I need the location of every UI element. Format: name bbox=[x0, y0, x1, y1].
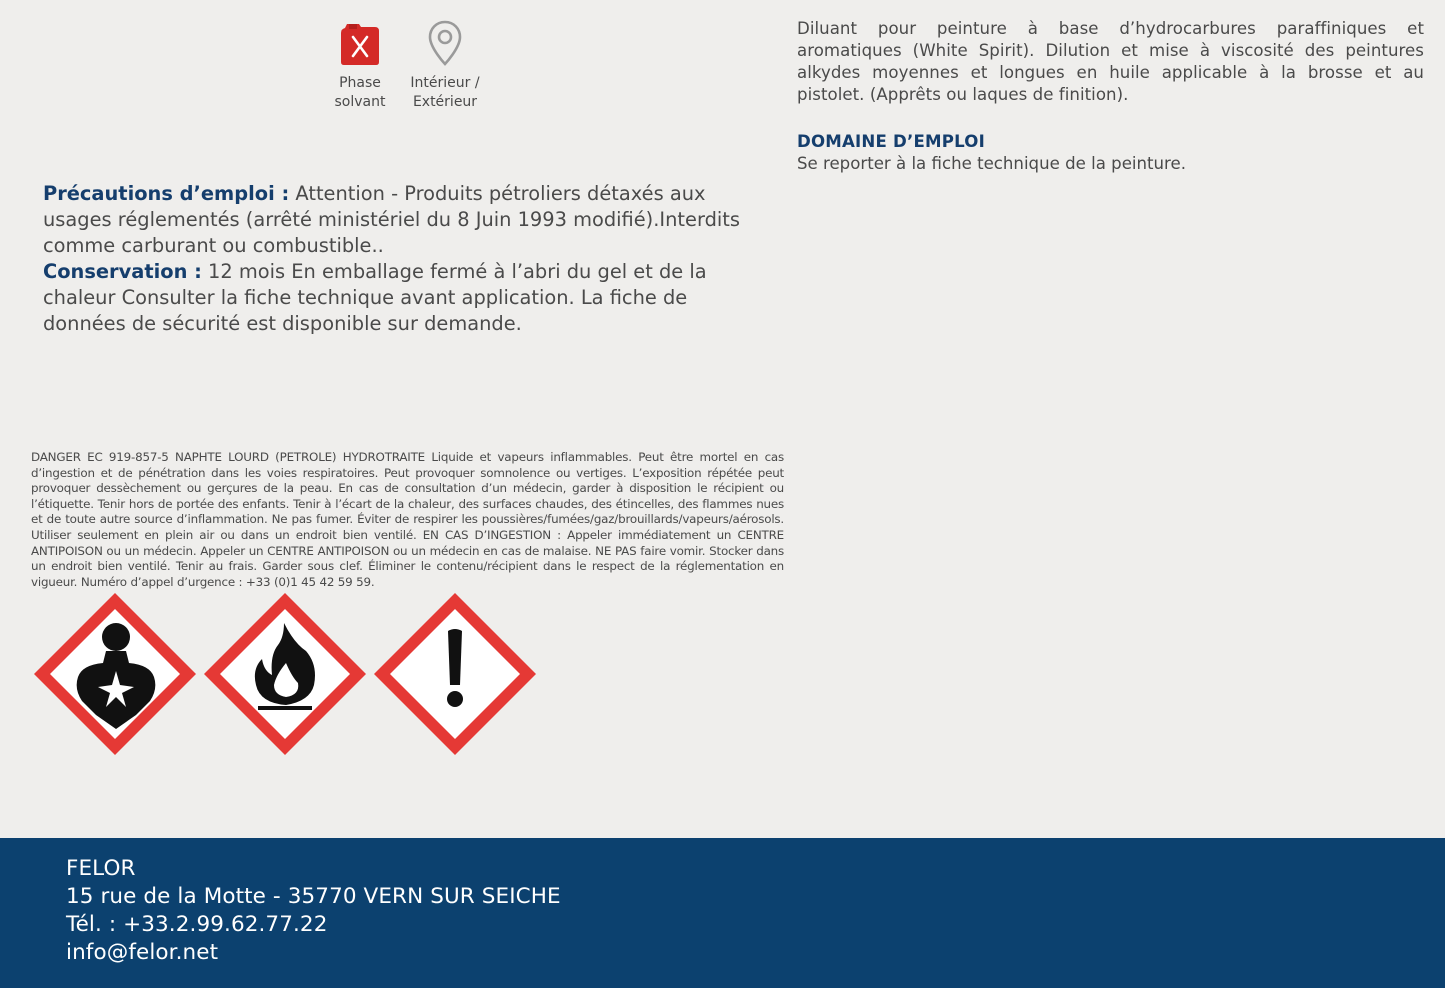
domaine-title: DOMAINE D’EMPLOI bbox=[797, 132, 985, 151]
feature-label-line1: Phase bbox=[339, 75, 381, 91]
feature-label-line1: Intérieur / bbox=[410, 75, 480, 91]
company-email[interactable]: info@felor.net bbox=[66, 940, 219, 965]
flammable-icon bbox=[200, 589, 370, 759]
feature-solvent bbox=[322, 20, 398, 112]
conservation-label: Conservation : bbox=[43, 260, 202, 283]
health-hazard-icon bbox=[30, 589, 200, 759]
danger-statement: DANGER EC 919-857-5 NAPHTE LOURD (PETROLE) HYDROTRAITE Liquide et vapeurs inflammables. Peut être mortel en cas d’ingestion et de pénétration dans les voies respiratoires. Peut provoquer somnolence ou vertiges. L’exposition répétée peut provoquer dessèchement ou gerçures de la peau. En cas de consultation d’un médecin, garder à disposition le récipient ou l’étiquette. Tenir hors de portée des enfants. Tenir à l’écart de la chaleur, des surfaces chaudes, des étincelles, des flammes nues et de toute autre source d’inflammation. Ne pas fumer. Éviter de respirer les poussières/fumées/gaz/brouillards/vapeurs/aérosols. Utiliser seulement en plein air ou dans un endroit bien ventilé. EN CAS D’INGESTION : Appeler immédiatement un CENTRE ANTIPOISON ou un médecin. Appeler un CENTRE ANTIPOISON ou un médecin en cas de malaise. NE PAS faire vomir. Stocker dans un endroit bien ventilé. Tenir au frais. Garder sous clef. Éliminer le contenu/récipient dans le respect de la réglementation en vigueur. Numéro d’appel d’urgence : +33 (0)1 45 42 59 59. bbox=[31, 450, 784, 589]
map-pin-icon bbox=[428, 20, 462, 66]
company-footer bbox=[0, 838, 1445, 988]
company-address: 15 rue de la Motte - 35770 VERN SUR SEICHE bbox=[66, 884, 561, 909]
feature-label-line2: solvant bbox=[334, 94, 386, 110]
precautions-block bbox=[43, 181, 767, 337]
precautions-label: Précautions d’emploi : bbox=[43, 182, 290, 205]
exclamation-mark-icon bbox=[370, 589, 540, 759]
company-phone: Tél. : +33.2.99.62.77.22 bbox=[66, 912, 328, 937]
hazard-pictograms bbox=[30, 589, 542, 759]
domaine-text: Se reporter à la fiche technique de la peinture. bbox=[797, 154, 1186, 173]
jerrycan-x-icon bbox=[339, 20, 381, 66]
feature-label-line2: Extérieur bbox=[412, 94, 478, 110]
conservation-text: 12 mois En emballage fermé à l’abri du gel et de la chaleur Consulter la fiche technique avant application. La fiche de données de sécurité est disponible sur demande. bbox=[43, 260, 707, 335]
feature-location bbox=[400, 20, 490, 112]
precautions-text: Attention - Produits pétroliers détaxés aux usages réglementés (arrêté ministériel du 8 Juin 1993 modifié).Interdits comme carburant ou combustible.. bbox=[43, 182, 740, 257]
product-description: Diluant pour peinture à base d’hydrocarbures paraffiniques et aromatiques (White Spirit). Dilution et mise à viscosité des peintures alkydes moyennes et longues en huile applicable à la brosse et au pistolet. (Apprêts ou laques de finition). bbox=[797, 19, 1424, 104]
company-name: FELOR bbox=[66, 856, 136, 881]
